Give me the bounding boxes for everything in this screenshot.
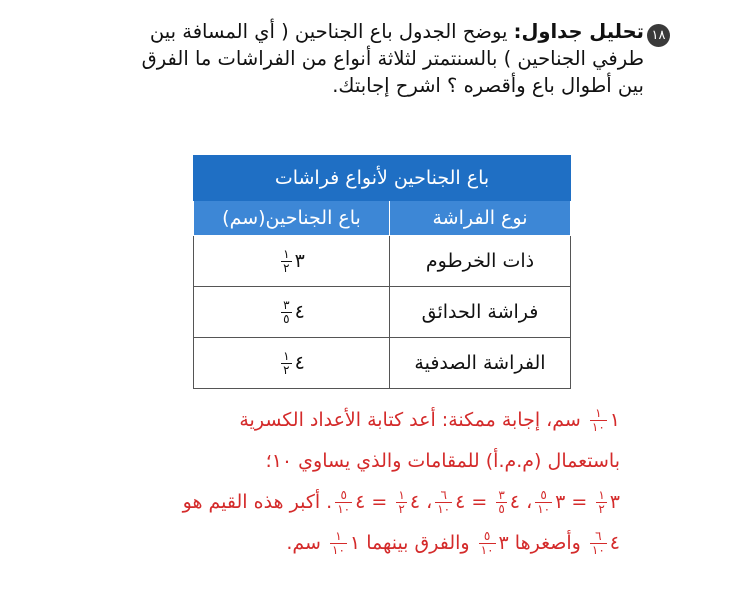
fraction (435, 489, 452, 516)
whole-part: ١ (609, 409, 620, 431)
answer-text: وأصغرها (514, 532, 581, 554)
answer-text: والفرق بينهما (366, 532, 470, 554)
wingspan-table (193, 155, 571, 389)
whole-part: ٣ (555, 491, 566, 513)
whole-part: ٤ (294, 352, 305, 374)
table-row (194, 338, 571, 389)
denominator: ١٠ (480, 543, 494, 557)
denominator: ١٠ (332, 543, 345, 557)
whole-part: ٤ (455, 491, 466, 513)
fraction (590, 407, 607, 434)
numerator: ٦ (595, 529, 602, 543)
whole-part: ٣ (609, 491, 620, 513)
denominator: ٥ (498, 502, 505, 516)
answer-text: . أكبر هذه القيم هو (182, 491, 333, 513)
whole-part: ٣ (294, 250, 305, 272)
whole-part: ٤ (409, 491, 421, 513)
numerator: ٣ (283, 297, 290, 312)
butterfly-type: ذات الخرطوم (389, 236, 570, 287)
denominator: ١٠ (437, 502, 451, 516)
fraction (496, 489, 506, 516)
denominator: ١٠ (537, 502, 551, 516)
answer-line-4 (20, 523, 620, 564)
fraction (335, 489, 352, 516)
table-row (194, 236, 571, 287)
denominator: ١٠ (337, 502, 351, 516)
butterfly-type: الفراشة الصدفية (389, 338, 570, 389)
answer-text: باستعمال (م.م.أ) للمقامات والذي يساوي ١٠؛ (265, 450, 620, 472)
fraction (590, 530, 607, 557)
fraction (281, 299, 291, 326)
numerator: ١ (598, 488, 605, 502)
header-type: نوع الفراشة (389, 201, 570, 236)
table-row (194, 287, 571, 338)
denominator: ٢ (598, 502, 605, 516)
denominator: ٢ (283, 260, 290, 275)
numerator: ١ (283, 246, 290, 261)
fraction (281, 248, 291, 275)
denominator: ٢ (398, 502, 405, 516)
whole-part: ٤ (609, 532, 620, 554)
whole-part: ٣ (498, 532, 509, 554)
table-caption: باع الجناحين لأنواع فراشات (194, 156, 571, 201)
fraction (535, 489, 552, 516)
denominator: ٢ (283, 362, 290, 377)
denominator: ١٠ (591, 543, 605, 557)
question-body: يوضح الجدول باع الجناحين ( أي المسافة بين طرفي الجناحين ) بالسنتمتر لثلاثة أنواع من الفراشات ما الفرق بين أطوال باع وأقصره ؟ اشرح إجابتك. (141, 20, 644, 97)
question-text (124, 18, 644, 99)
denominator: ١٠ (591, 420, 605, 434)
numerator: ١ (595, 406, 602, 420)
answer-line-3 (20, 482, 620, 523)
whole-part: ٤ (355, 491, 366, 513)
fraction (479, 530, 496, 557)
wingspan-value (194, 287, 390, 338)
equals-sign: = (571, 491, 588, 513)
numerator: ٦ (440, 488, 447, 502)
numerator: ١ (398, 488, 405, 502)
numerator: ٣ (498, 488, 505, 502)
separator: ، (526, 491, 533, 513)
fraction (330, 530, 347, 557)
answer-line-1 (20, 400, 620, 441)
whole-part: ١ (349, 532, 361, 554)
question-title: تحليل جداول: (513, 20, 644, 43)
whole-part: ٤ (509, 491, 521, 513)
numerator: ٥ (340, 488, 347, 502)
wingspan-value (194, 236, 390, 287)
whole-part: ٤ (294, 301, 305, 323)
question-number-badge: ١٨ (647, 24, 670, 47)
numerator: ٥ (483, 529, 491, 543)
numerator: ١ (335, 529, 342, 543)
numerator: ٥ (540, 488, 547, 502)
answer-text: سم. (286, 532, 321, 554)
fraction (596, 489, 606, 516)
butterfly-type: فراشة الحدائق (389, 287, 570, 338)
header-wingspan: باع الجناحين(سم) (194, 201, 390, 236)
answer-block (20, 400, 620, 564)
wingspan-value (194, 338, 390, 389)
fraction (281, 350, 291, 377)
answer-text: سم، إجابة ممكنة: أعد كتابة الأعداد الكسرية (239, 409, 581, 431)
answer-line-2 (20, 441, 620, 482)
denominator: ٥ (283, 311, 290, 326)
equals-sign: = (371, 491, 388, 513)
separator: ، (426, 491, 433, 513)
fraction (396, 489, 406, 516)
equals-sign: = (471, 491, 488, 513)
numerator: ١ (283, 348, 290, 363)
